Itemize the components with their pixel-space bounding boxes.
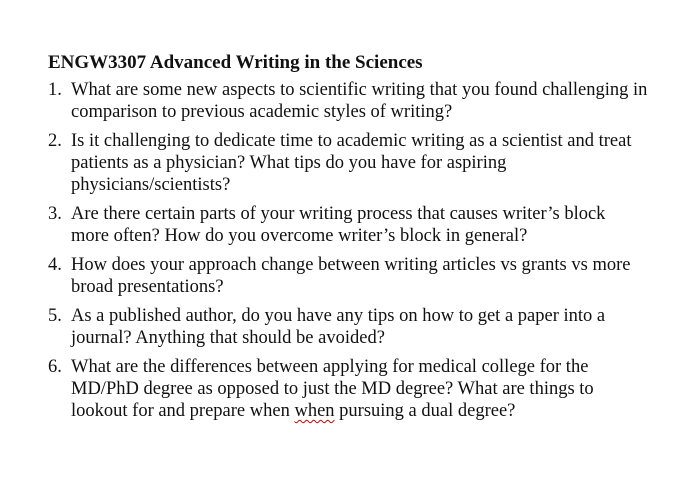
question-list bbox=[48, 79, 648, 422]
question-number: 5. bbox=[48, 306, 62, 326]
question-text-before: What are the differences between applying for medical college for the MD/PhD degree as opposed to just the MD degree? What are things to lookout for and prepare when bbox=[71, 357, 594, 421]
question-text-after: pursuing a dual degree? bbox=[334, 401, 516, 421]
document-page bbox=[48, 52, 648, 429]
question-number: 3. bbox=[48, 204, 62, 224]
question-number: 1. bbox=[48, 80, 62, 100]
question-item-6 bbox=[48, 356, 648, 422]
question-number: 6. bbox=[48, 357, 62, 377]
question-number: 2. bbox=[48, 131, 62, 151]
question-text: Are there certain parts of your writing process that causes writer’s block more often? How do you overcome writer’s block in general? bbox=[71, 204, 606, 246]
document-title: ENGW3307 Advanced Writing in the Sciences bbox=[48, 52, 423, 73]
spellcheck-flagged-word[interactable]: when bbox=[294, 401, 335, 421]
question-item-3 bbox=[48, 203, 648, 247]
question-number: 4. bbox=[48, 255, 62, 275]
question-item-1 bbox=[48, 79, 648, 123]
question-item-2 bbox=[48, 130, 648, 196]
question-item-4 bbox=[48, 254, 648, 298]
question-item-5 bbox=[48, 305, 648, 349]
question-text: Is it challenging to dedicate time to academic writing as a scientist and treat patients as a physician? What tips do you have for aspiring physicians/scientists? bbox=[71, 131, 632, 195]
question-text: How does your approach change between writing articles vs grants vs more broad presentations? bbox=[71, 255, 631, 297]
question-text: What are some new aspects to scientific writing that you found challenging in comparison to previous academic styles of writing? bbox=[71, 80, 648, 122]
question-text: As a published author, do you have any tips on how to get a paper into a journal? Anything that should be avoided? bbox=[71, 306, 606, 348]
